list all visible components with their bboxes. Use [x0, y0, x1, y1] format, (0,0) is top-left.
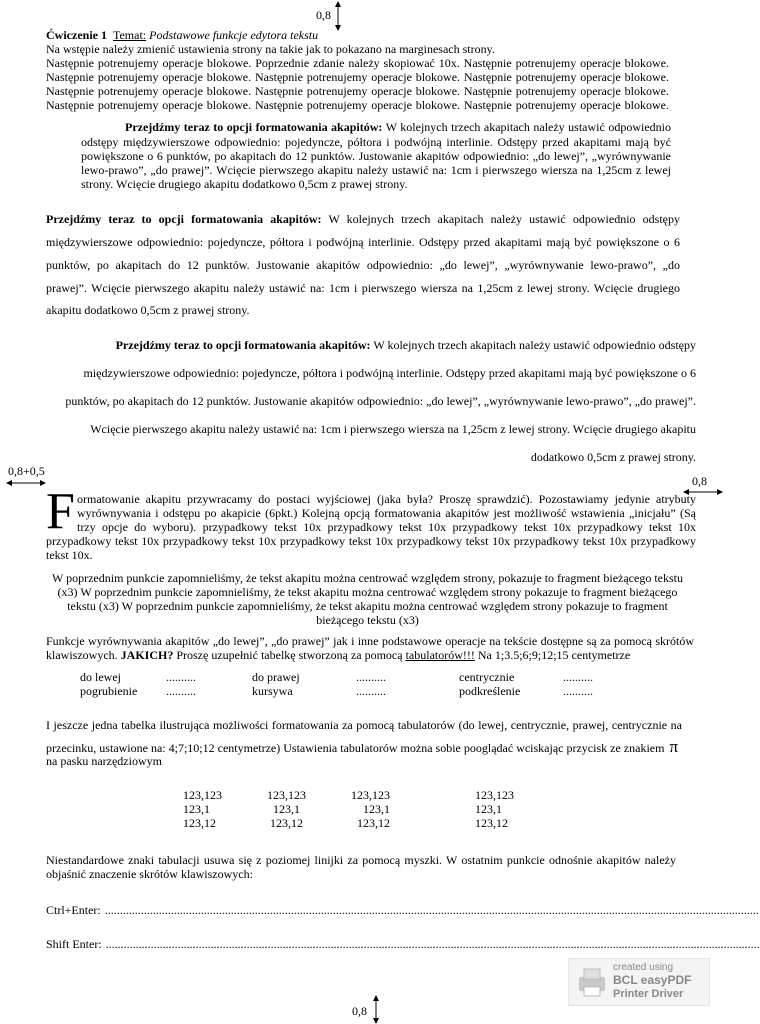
drop-cap-initial: F [46, 483, 75, 540]
shortcuts-line: klawiszowych. JAKICH? Proszę uzupełnić tabelkę stworzoną za pomocą tabulatorów!!! Na 1;3.5;6;9;12;15 centymetrze [46, 648, 631, 662]
para2-line: akapitu dodatkowo 0,5cm z prawej strony. [46, 303, 250, 317]
para3-line: Wcięcie pierwszego akapitu należy ustawić na: 1cm i pierwszego wiersza na 1,25cm z lewej strony. Wcięcie drugiego akapitu [90, 422, 696, 436]
shortcuts-line: Funkcje wyrównywania akapitów „do lewej”, „do prawej” jak i inne podstawowe operacje na tekście dostępne są za pomocą skrótów [46, 634, 694, 648]
ctrl-enter-blank[interactable]: .......................................................................................................................................................................................................................... [104, 903, 759, 917]
intro-line: Następnie potrenujemy operacje blokowe. Następnie potrenujemy operacje blokowe. Następnie potrenujemy operacje blokowe. [46, 70, 669, 84]
tabs-para-line: przecinku, ustawione na: 4;7;10;12 centymetrze) Ustawienia tabulatorów można sobie pooglądać wciskając przycisk ze znakiem π [46, 737, 679, 756]
final-line: objaśnić znaczenie skrótów klawiszowych: [46, 867, 253, 881]
right-margin-label: 0,8 [692, 474, 707, 488]
para1-line: odstępy międzywierszowe odpowiednio: pojedyncze, półtora i podwójną interlinie. Odstępy przed akapitami mają być [81, 135, 671, 149]
ctrl-enter-label: Ctrl+Enter: [46, 903, 101, 917]
centered-line: bieżącego tekstu (x3) [316, 613, 419, 627]
para3-line: dodatkowo 0,5cm z prawej strony. [530, 450, 696, 464]
final-line: Niestandardowe znaki tabulacji usuwa się z poziomej linijki za pomocą myszki. W ostatnim punkcie odnośnie akapitów należy [46, 853, 676, 867]
easypdf-watermark: created using BCL easyPDF Printer Driver [568, 958, 710, 1006]
para1-line: lewo-prawo”, „do prawej”. Wcięcie pierwszego akapitu należy ustawić na: 1cm i pierwszego wiersza na 1,25cm z lewej [81, 163, 671, 177]
left-margin-arrow-icon [6, 478, 46, 488]
para2-bold: Przejdźmy teraz to opcji formatowania akapitów: [46, 212, 322, 226]
tabs-para-line: I jeszcze jedna tabelka ilustrująca możliwości formatowania za pomocą tabulatorów (do lewej, centrycznie, prawej, centrycznie na [46, 718, 682, 732]
intro-line: Na wstępie należy zmienić ustawienia strony na takie jak to pokazano na marginesach strony. [46, 42, 495, 56]
dropcap-line: wyrównywania i odstępu po akapicie (6pkt.) Kolejną opcją formatowania akapitów jest możliwość wstawienia „inicjału” (Są [77, 506, 696, 520]
para3-line: punktów, po akapitach do 12 punktów. Justowanie akapitów odpowiednio: „do lewej”, „wyrównywanie lewo-prawo”, „do prawej”. [65, 394, 696, 408]
para1-bold: Przejdźmy teraz to opcji formatowania akapitów: [125, 120, 383, 134]
centered-line: tekstu (x3) W poprzednim punkcie zapomnieliśmy, że tekst akapitu można centrować względem strony pokazuje to fragment [67, 599, 668, 613]
ctrl-enter-row [46, 903, 759, 917]
bottom-margin-label: 0,8 [352, 1004, 367, 1018]
jakich-bold: JAKICH? [120, 648, 174, 662]
centered-line: (x3) W poprzednim punkcie zapomnieliśmy, że tekst akapitu można centrować względem strony pokazuje to fragment bieżącego [57, 585, 678, 599]
dropcap-line: przypadkowy tekst 10x przypadkowy tekst 10x przypadkowy tekst 10x przypadkowy tekst 10x przypadkowy tekst 10x przypadkowy [46, 534, 696, 548]
centered-line: W poprzednim punkcie zapomnieliśmy, że tekst akapitu można centrować względem strony, pokazuje to fragment bieżącego tekstu [52, 571, 683, 585]
pi-icon: π [669, 737, 679, 756]
para1-line: powiększone o 6 punktów, po akapitach do 12 punktów. Justowanie akapitów odpowiednio: „do lewej”, „wyrównywanie [81, 149, 671, 163]
dropcap-line: trzy opcje do wyboru). przypadkowy tekst 10x przypadkowy tekst 10x przypadkowy tekst 10x przypadkowy tekst 10x [77, 520, 696, 534]
printer-logo-icon [575, 965, 609, 999]
para2-line: punktów, po akapitach do 12 punktów. Justowanie akapitów odpowiednio: „do lewej”, „wyrównywanie lewo-prawo”, „do [46, 258, 680, 272]
para1-line: strony. Wcięcie drugiego akapitu dodatkowo 0,5cm z prawej strony. [81, 177, 408, 191]
para3-bold: Przejdźmy teraz to opcji formatowania akapitów: [115, 338, 371, 352]
shift-enter-blank[interactable]: .......................................................................................................................................................................................................................... [105, 937, 760, 951]
exercise-number: Ćwiczenie 1 [46, 28, 107, 42]
para3-line: międzywierszowe odpowiednio: pojedyncze, półtora i podwójną interlinie. Odstępy przed akapitami mają być powiększone o 6 [83, 366, 696, 380]
tabs-underlined: tabulatorów!!! [405, 648, 475, 662]
shift-enter-label: Shift Enter: [46, 937, 102, 951]
left-margin-label: 0,8+0,5 [8, 464, 45, 478]
tabs-para-line: na pasku narzędziowym [46, 754, 162, 768]
topic-text: Podstawowe funkcje edytora tekstu [149, 28, 319, 42]
dropcap-line: tekst 10x. [46, 548, 93, 562]
shift-enter-row [46, 937, 760, 951]
top-margin-label: 0,8 [316, 8, 331, 22]
bottom-margin-arrow-icon [371, 995, 381, 1024]
intro-line: Następnie potrenujemy operacje blokowe. Poprzednie zdanie należy skopiować 10x. Następnie potrenujemy operacje blokowe. [46, 56, 669, 70]
para2-line: prawej”. Wcięcie pierwszego akapitu należy ustawić na: 1cm i pierwszego wiersza na 1,25cm z lewej strony. Wcięcie drugiego [46, 281, 680, 295]
intro-line: Następnie potrenujemy operacje blokowe. Następnie potrenujemy operacje blokowe. Następnie potrenujemy operacje blokowe. [46, 84, 669, 98]
para1-line: Przejdźmy teraz to opcji formatowania akapitów: W kolejnych trzech akapitach należy ustawić odpowiednio [125, 120, 671, 134]
exercise-title [46, 28, 318, 42]
dropcap-line: ormatowanie akapitu przywracamy do postaci wyjściowej (jaka była? Proszę sprawdzić). Pozostawiamy jedynie atrybuty [77, 492, 696, 506]
intro-line: Następnie potrenujemy operacje blokowe. Następnie potrenujemy operacje blokowe. Następnie potrenujemy operacje blokowe. [46, 98, 669, 112]
top-margin-arrow-icon [333, 1, 343, 31]
para2-line: Przejdźmy teraz to opcji formatowania akapitów: W kolejnych trzech akapitach należy ustawić odpowiednio odstępy [46, 212, 680, 226]
para3-line: Przejdźmy teraz to opcji formatowania akapitów: W kolejnych trzech akapitach należy ustawić odpowiednio odstępy [115, 338, 696, 352]
para2-line: międzywierszowe odpowiednio: pojedyncze, półtora i podwójną interlinie. Odstępy przed akapitami mają być powiększone o 6 [46, 235, 680, 249]
topic-label: Temat: [112, 28, 147, 42]
